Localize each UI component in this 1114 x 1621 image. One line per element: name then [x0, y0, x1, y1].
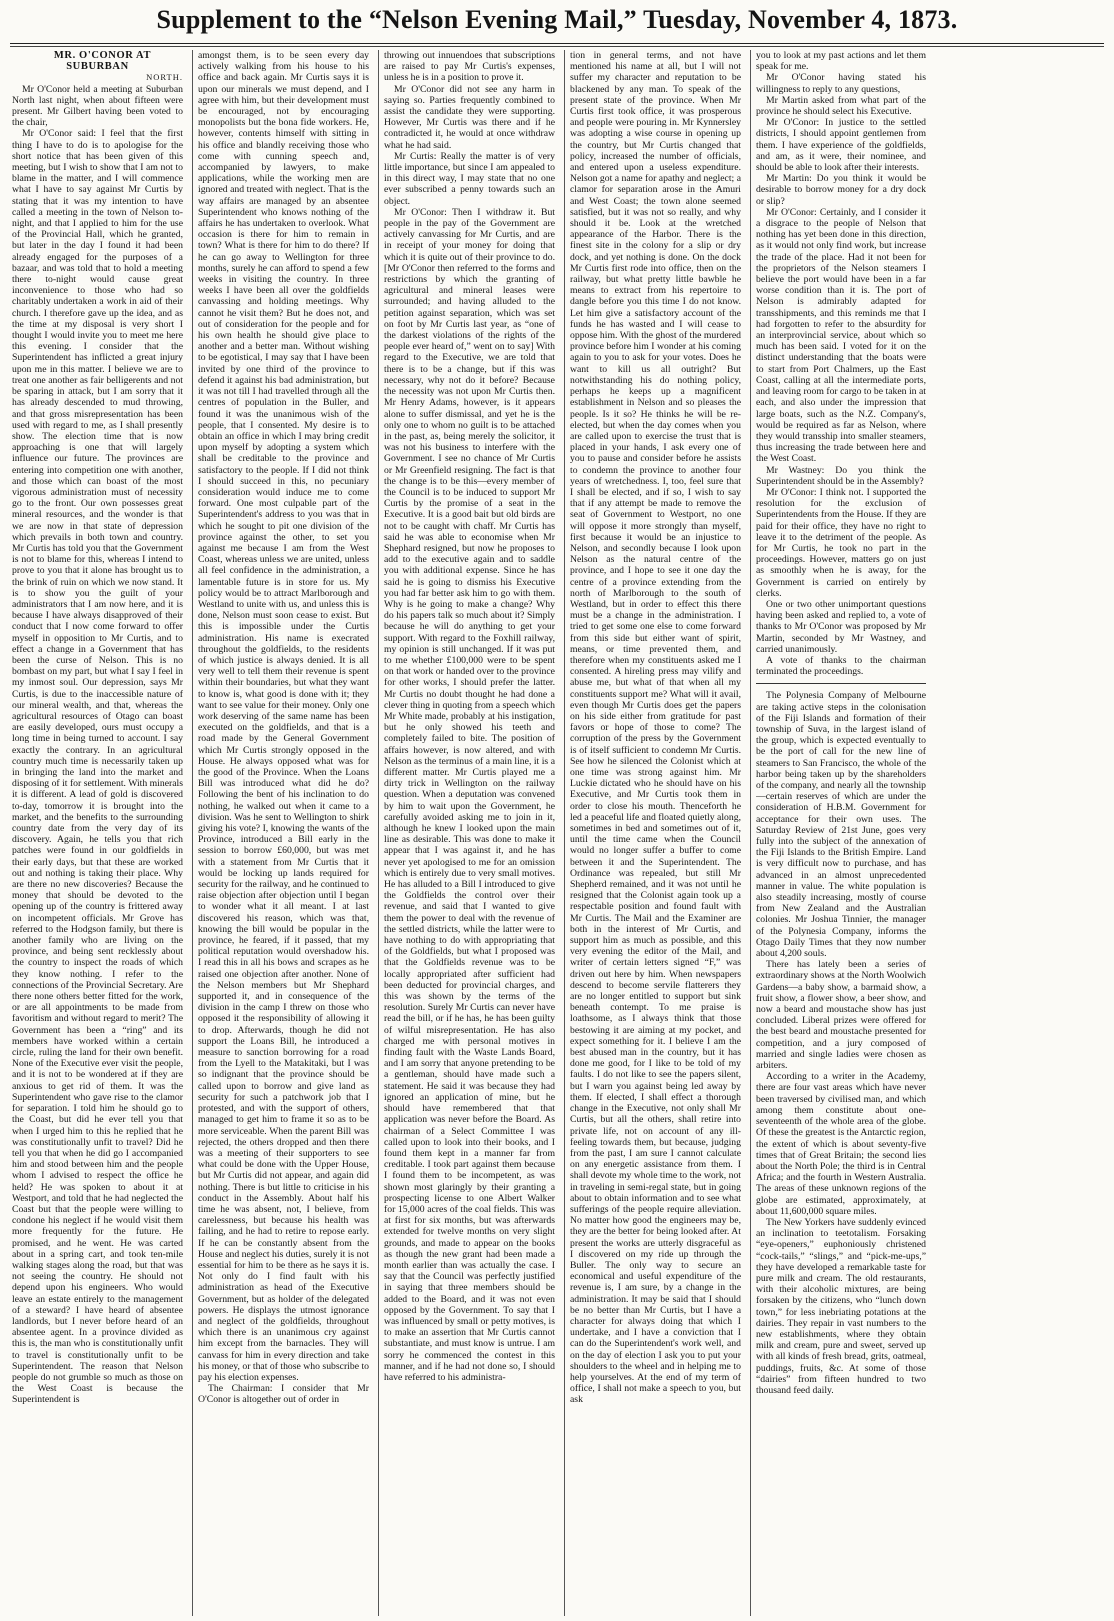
- paragraph: One or two other unimportant questions having been asked and replied to, a vote of thanks to Mr O'Conor was proposed by Mr Martin, seconded by Mr Wastney, and carried unanimously.: [756, 598, 926, 655]
- column-5-news-items: [756, 690, 926, 1396]
- column-1: [12, 50, 183, 1616]
- paragraph: Mr O'Conor did not see any harm in saying so. Parties frequently combined to assist the candidate they were supporting. However, Mr Curtis was there and if he contradicted it, he would at once withdraw what he had said.: [384, 83, 555, 151]
- article-separator-rule: [756, 683, 926, 684]
- paragraph: Mr Curtis: Really the matter is of very little importance, but since I am appealed to in this direct way, I may state that no one ever subscribed a penny towards such an object.: [384, 150, 555, 207]
- paragraph: Mr O'Conor: Then I withdraw it. But people in the pay of the Government are actively canvassing for Mr Curtis, and are in receipt of your money for doing that which it is quite out of their province to do. [Mr O'Conor then referred to the forms and restrictions by which the granting of agricultural and mineral leases were surrounded; and having alluded to the petition against separation, which was set on foot by Mr Curtis last year, as “one of the darkest violations of the rights of the people ever heard of,” went on to say] With regard to the Executive, we are told that there is to be a change, but if this was necessary, why not do it before? Because the necessity was not upon Mr Curtis then. Mr Henry Adams, however, is it appears alone to suffer dismissal, and yet he is the only one to whom no guilt is to be attached in the past, as, being merely the solicitor, it was not his business to interfere with the Government. I see no chance of Mr Curtis or Mr Greenfield resigning. The fact is that the change is to be this—every member of the Council is to be induced to support Mr Curtis by the promise of a seat in the Executive. It is a good bait but old birds are not to be caught with chaff. Mr Curtis has said he was able to economise when Mr Shephard resigned, but now he proposes to add to the executive again and to saddle you with additional expense. Since he has said he is going to dismiss his Executive you had far better ask him to go with them. Why is he going to make a change? Why do his papers talk so much about it? Simply because he will do anything to get your support. With regard to the Foxhill railway, my opinion is still unchanged. If it was put to me whether £100,000 were to be spent on that work or handed over to the province for other works, I should prefer the latter. Mr Curtis no doubt thought he had done a clever thing in quoting from a speech which Mr White made, probably at his instigation, but he only showed his teeth and completely failed to bite. The position of affairs however, is now altered, and with Nelson as the terminus of a main line, it is a different matter. Mr Curtis played me a dirty trick in Wellington on the railway question. When a deputation was convened by him to wait upon the Government, he carefully avoided asking me to join in it, although he knew I looked upon the main line as desirable. This was done to make it appear that I was against it, and he has never yet apologised to me for an omission which is entirely due to very small motives. He has alluded to a Bill I introduced to give the Goldfields the control over their revenue, and said that I wanted to give them the power to deal with the revenue of the settled districts, while the latter were to have nothing to do with appropriating that of the Goldfields, but what I proposed was that the Goldfields revenue was to be locally appropriated after sufficient had been deducted for provincial charges, and this was shown by the terms of the resolution. Surely Mr Curtis can never have read the bill, or if he has, he has been guilty of wilful misrepresentation. He has also charged me with personal motives in finding fault with the Waste Lands Board, and I am sorry that anyone pretending to be a gentleman, should have made such a statement. He said it was because they had ignored an application of mine, but he should have remembered that that application was never before the Board. As chairman of a Select Committee I was called upon to look into their books, and I found them kept in a manner far from creditable. I took part against them because I found them to be incompetent, as was shown most glaringly by their granting a prospecting license to one Albert Walker for 15,000 acres of the coal fields. This was at first for six months, but was afterwards extended for twelve months on very slight grounds, and made to appear on the books as though the new grant had been made a month earlier than was actually the case. I say that the Council was perfectly justified in saying that three members should be added to the Board, and it was not even opposed by the Government. To say that I was influenced by small or petty motives, is to make an assertion that Mr Curtis cannot substantiate, and must know is untrue. I am sorry he commenced the contest in this manner, and if he had not done so, I should have referred to his administra-: [384, 206, 555, 1383]
- masthead-rule: [10, 43, 1104, 44]
- paragraph: Mr O'Conor: Certainly, and I consider it a disgrace to the people of Nelson that nothing has yet been done in this direction, as it would not only find work, but increase the trade of the place. Had it not been for the proprietors of the Nelson steamers I believe the port would have been in a far worse condition than it is. The port of Nelson is admirably adapted for transshipments, and this reminds me that I had forgotten to refer to the absurdity for an interprovincial service, about which so much has been said. I voted for it on the distinct understanding that the boats were to start from Port Chalmers, up the East Coast, calling at all the intermediate ports, and leaving room for cargo to be taken in at each, and also under the impression that large boats, such as the N.Z. Company's, would be required as far as Nelson, where they would transship into smaller steamers, thus increasing the trade between here and the West Coast.: [756, 206, 926, 465]
- article-headline: MR. O'CONOR AT SUBURBAN: [53, 50, 152, 73]
- news-item: There has lately been a series of extraordinary shows at the North Woolwich Gardens—a baby show, a barmaid show, a fruit show, a flower show, a beer show, and now a beard and moustache show has just concluded. Liberal prizes were offered for the best beard and moustache presented for competition, and a jury composed of married and single ladies were chosen as arbiters.: [756, 959, 926, 1072]
- article-subhead: NORTH.: [146, 72, 183, 83]
- paragraph: Mr Wastney: Do you think the Superintendent should be in the Assembly?: [756, 464, 926, 487]
- column-divider: [564, 50, 565, 1616]
- column-4-text: [570, 50, 741, 1406]
- column-divider: [192, 50, 193, 1616]
- column-2-text: [198, 50, 369, 1406]
- column-divider: [378, 50, 379, 1616]
- news-item: The New Yorkers have suddenly evinced an inclination to teetotalism. Forsaking “eye-openers,” euphoniously christened “cock-tails,” “slings,” and “pick-me-ups,” they have developed a remarkable taste for pure milk and cream. The old restaurants, with their alcoholic mixtures, are being forsaken by the citizens, who “lunch down town,” for less inebriating potations at the dairies. They repair in vast numbers to the new establishments, where they obtain milk and cream, pure and sweet, served up with all kinds of fresh bread, grits, oatmeal, puddings, fruits, &c. At some of those “dairies” from fifteen hundred to two thousand feed daily.: [756, 1216, 926, 1396]
- column-3: [384, 50, 555, 1616]
- paragraph: The Chairman: I consider that Mr O'Conor is altogether out of order in: [198, 1383, 369, 1406]
- column-2: [198, 50, 369, 1616]
- column-3-text: [384, 50, 555, 1383]
- paragraph: you to look at my past actions and let them speak for me.: [756, 50, 926, 73]
- news-item: The Polynesia Company of Melbourne are taking active steps in the colonisation of the Fiji Islands and formation of their township of Suva, in the largest island of the group, which is expected eventually to be the port of call for the new line of steamers to San Francisco, the whole of the harbor being taken up by the shareholders of the company, and nearly all the township—certain reserves of which are under the consideration of H.B.M. Government for acceptance for their own uses. The Saturday Review of 21st June, goes very fully into the subject of the annexation of the Fiji Islands to the British Empire. Land is very difficult now to purchase, and has advanced in an almost unprecedented manner in value. The white population is also steadily increasing, mostly of course from New Zealand and the Australian colonies. Mr Joshua Tinnier, the manager of the Polynesia Company, informs the Otago Daily Times that they now number about 4,200 souls.: [756, 690, 926, 960]
- paragraph: Mr O'Conor said: I feel that the first thing I have to do is to apologise for the short notice that has been given of this meeting, but I wish to show that I am not to blame in the matter, and I will commence what I have to say against Mr Curtis by stating that it was my intention to have called a meeting in the town of Nelson to-night, and that I applied to him for the use of the Provincial Hall, which he granted, but later in the day I found it had been already engaged for the purposes of a bazaar, and was told that to hold a meeting there to-night would cause great inconvenience to those who had so charitably undertaken a work in aid of their church. I therefore gave up the idea, and as the time at my disposal is very short I thought I would invite you to meet me here this evening. I consider that the Superintendent has inflicted a great injury upon me in this matter. I believe we are to treat one another as fair belligerents and not be sparing in attack, but I am sorry that it has already descended to mud throwing, and that gross misrepresentation has been used with regard to me, as I shall presently show. The election time that is now approaching is one that will largely influence our future. The provinces are entering into competition one with another, and those which can boast of the most vigorous administration must of necessity go to the front. Our own possesses great mineral resources, and the wonder is that we are now in that state of depression which prevails in both town and country. Mr Curtis has told you that the Government is not to blame for this, whereas I intend to prove to you that it alone has brought us to the brink of ruin on which we now stand. It is to show you the guilt of your administrators that I am now here, and it is because I have always disapproved of their conduct that I now come forward to offer myself in opposition to Mr Curtis, and to effect a change in a Government that has been the curse of Nelson. This is no bombast on my part, but what I say I feel in my inmost soul. Our depression, says Mr Curtis, is due to the inaccessible nature of our mineral wealth, and that, whereas the agricultural resources of Otago can boast are easily developed, ours must occupy a long time in being turned to account. I say exactly the contrary. In an agricultural country much time is necessarily taken up in bringing the land into the market and disposing of it for settlement. With minerals it is different. A lead of gold is discovered to-day, tomorrow it is brought into the market, and the benefits to the surrounding country date from the very day of its discovery. Again, he tells you that rich patches were found in our goldfields in their early days, but that these are worked out and nothing is taking their place. Why are there no new discoveries? Because the money that should be devoted to the opening up of the country is frittered away on incompetent officials. Mr Grove has referred to the Hodgson family, but there is another family who are living on the province, and being sent recklessly about the country to inspect the roads of which they know nothing. I refer to the connections of the Provincial Secretary. Are there none others better fitted for the work, or are all appointments to be made from favoritism and without regard to merit? The Government has been a “ring” and its members have worked within a certain circle, ruling the land for their own benefit. None of the Executive ever visit the people, and it is not to be wondered at if they are anxious to get rid of them. It was the Superintendent who gave rise to the clamor for separation. I told him he should go to the Coast, but did he ever tell you that when I urged him to this he replied that he was constitutionally unfit to travel? Did he tell you that when he did go I accompanied him and stood between him and the people whom I advised to respect the office he held? He was spoken to about it at Westport, and told that he had neglected the Coast but that the people were willing to condone his neglect if he would visit them more frequently for the future. He promised, and he went. He was carted about in a spring cart, and took ten-mile walking stages along the road, but that was not seeing the country. He should not depend upon his engineers. Who would leave an estate entirely to the management of a steward? I have heard of absentee landlords, but I never before heard of an absentee agent. In a province divided as this is, the man who is constitutionally unfit to travel is constitutionally unfit to be Superintendent. The reason that Nelson people do not grumble so much as those on the West Coast is because the Superintendent is: [12, 128, 183, 1406]
- paragraph: amongst them, is to be seen every day actively walking from his house to his office and back again. Mr Curtis says it is upon our minerals we must depend, and I agree with him, but their development must be encouraged, not by encouraging monopolists but the bona fide workers. He, however, contents himself with sitting in his office and blandly receiving those who come with cunning speech and, accompanied by lawyers, to make applications, while the working men are ignored and treated with neglect. That is the way affairs are managed by an absentee Superintendent who knows nothing of the affairs he has undertaken to overlook. What occasion is there for him to remain in town? What is there for him to do there? If he can go away to Wellington for three months, surely he can afford to spend a few weeks in visiting the country. In three weeks I have been all over the goldfields canvassing and holding meetings. Why cannot he visit them? But he does not, and out of consideration for the people and for his own health he should give place to another and a better man. Without wishing to be egotistical, I may say that I have been invited by one third of the province to defend it against his bad administration, but it was not till I had travelled through all the centres of population in the Buller, and found it was the unanimous wish of the people, that I consented. My desire is to obtain an office in which I may bring credit upon myself by adopting a system which shall be creditable to the province and satisfactory to the people. If I did not think I should succeed in this, no pecuniary consideration would induce me to come forward. One most culpable part of the Superintendent's address to you was that in which he sought to pit one division of the province against the other, to set you against me because I am from the West Coast, whereas unless we are united, unless all feel confidence in the administration, a lamentable future is in store for us. My policy would be to attract Marlborough and Westland to unite with us, and unless this is done, Nelson must soon cease to exist. But this is impossible under the Curtis administration. His name is execrated throughout the goldfields, to the residents of which justice is always denied. It is all very well to tell them their revenue is spent within their boundaries, but what they want to know is, what good is done with it; they want to see value for their money. Only one work deserving of the same name has been executed on the goldfields, and that is a road made by the General Government which Mr Curtis strongly opposed in the House. He always opposed what was for the good of the Province. When the Loans Bill was introduced what did he do? Following the bent of his inclination to do nothing, he walked out when it came to a division. Was he sent to Wellington to shirk giving his vote? I, knowing the wants of the Province, introduced a Bill early in the session to borrow £60,000, but was met with a statement from Mr Curtis that it would be locking up lands required for security for the railway, and he continued to raise objection after objection until I began to wonder what it all meant. I at last discovered his reason, which was that, knowing the bill would be popular in the province, he feared, if it passed, that my political reputation would overshadow his. I read this in all his bows and scrapes as he raised one objection after another. None of the Nelson members but Mr Shephard supported it, and in consequence of the division in the camp I threw on those who opposed it the responsibility of allowing it to drop. Afterwards, though he did not support the Loans Bill, he introduced a measure to sanction borrowing for a road from the Lyell to the Matakitaki, but I was so indignant that the province should be called upon to borrow and give land as security for such a patchwork job that I protested, and with the support of others, managed to get him to frame it so as to be more serviceable. When the parent Bill was rejected, the others dropped and then there was a meeting of their supporters to see what could be done with the Upper House, but Mr Curtis did not appear, and again did nothing. There is but little to criticise in his conduct in the Assembly. About half his time he was absent, not, I believe, from carelessness, but because his health was failing, and he had to retire to repose early. If he can be constantly absent from the House and neglect his duties, surely it is not essential for him to be there as he says it is. Not only do I find fault with his administration as head of the Executive Government, but as holder of the delegated powers. He displays the utmost ignorance and neglect of the goldfields, throughout which there is an unanimous cry against him except from the barnacles. They will canvass for him in every direction and take his money, or that of those who subscribe to pay his election expenses.: [198, 50, 369, 1383]
- paragraph: Mr O'Conor held a meeting at Suburban North last night, when about fifteen were present. Mr Gilbert having been voted to the chair,: [12, 83, 183, 129]
- paragraph: Mr O'Conor: I think not. I supported the resolution for the exclusion of Superintendents from the House. If they are paid for their office, they have no right to leave it to the detriment of the people. As for Mr Curtis, he took no part in the proceedings. However, matters go on just as smoothly when he is away, for the Government is carried on entirely by clerks.: [756, 486, 926, 599]
- paragraph: throwing out innuendoes that subscriptions are raised to pay Mr Curtis's expenses, unless he is in a position to prove it.: [384, 50, 555, 84]
- paragraph: Mr O'Conor having stated his willingness to reply to any questions,: [756, 72, 926, 95]
- news-item: According to a writer in the Academy, there are four vast areas which have never been traversed by civilised man, and which among them constitute about one-seventeenth of the whole area of the globe. Of these the greatest is the Antarctic region, the extent of which is about seventy-five times that of Great Britain; the second lies about the North Pole; the third is in Central Africa; and the fourth in Western Australia. The areas of these unknown regions of the globe are estimated, approximately, at about 11,600,000 square miles.: [756, 1071, 926, 1217]
- masthead-title: Supplement to the “Nelson Evening Mail,” Tuesday, November 4, 1873.: [156, 5, 958, 34]
- column-4: [570, 50, 741, 1616]
- paragraph: tion in general terms, and not have mentioned his name at all, but I will not suffer my character and reputation to be blackened by any man. To speak of the present state of the province. When Mr Curtis first took office, it was prosperous and people were pouring in. Mr Kynnersley was adopting a wise course in opening up the country, but Mr Curtis changed that policy, increased the number of officials, and entered upon a useless expenditure. Nelson got a name for apathy and neglect; a clamor for separation arose in the Amuri and West Coast; the town alone seemed satisfied, but it was not so really, and why should it be. Look at the wretched appearance of the Harbor. There is the finest site in the colony for a slip or dry dock, and yet nothing is done. On the dock Mr Curtis first rode into office, then on the railway, but what pretty little bawble he means to extract from his repertoire to dangle before you this time I do not know. Let him give a satisfactory account of the funds he has wasted and I will cease to oppose him. With the ghost of the murdered province before him I wonder at his coming again to you to ask for your votes. Does he want to kill us all outright? But notwithstanding his do nothing policy, perhaps he keeps up a magnificent establishment in Nelson and so pleases the people. Is it so? He thinks he will be re-elected, but when the day comes when you are called upon to exercise the trust that is placed in your hands, I ask every one of you to pause and consider before he assists to condemn the province to another four years of wretchedness. I, too, feel sure that I shall be elected, and if so, I wish to say that if any attempt be made to remove the seat of Government to Westport, no one will oppose it more strongly than myself, first because it would be an injustice to Nelson, and secondly because I look upon Nelson as the natural centre of the province, and I hope to see it one day the centre of a province extending from the north of Marlborough to the south of Westland, but in order to effect this there must be a change in the administration. I tried to get some one else to come forward from this side but either want of spirit, means, or time prevented them, and therefore when my constituents asked me I consented. A hireling press may vilify and abuse me, but what of that when all my constituents support me? What will it avail, even though Mr Curtis does get the papers on his side either from gratitude for past favors or hope of those to come? The corruption of the press by the Government is of itself sufficient to condemn Mr Curtis. See how he silenced the Colonist which at one time was strong against him. Mr Luckie dictated who he should have on his Executive, and Mr Curtis took them in order to close his mouth. Thenceforth he led a peaceful life and floated quietly along, sometimes in bed and sometimes out of it, until the time came when the Council would no longer suffer a buffer to come between it and the Superintendent. The Ordinance was repealed, but still Mr Shepherd remained, and it was not until he resigned that the Colonist again took up a respectable position and found fault with Mr Curtis. The Mail and the Examiner are both in the interest of Mr Curtis, and support him as much as possible, and this very evening the editor of the Mail, and writer of certain letters signed “F,” was driven out here by him. When newspapers descend to become servile flatterers they are no longer entitled to support but sink beneath contempt. To me praise is loathsome, as I always think that those bestowing it are aiming at my pocket, and expect something for it. I believe I am the best abused man in the country, but it has done me good, for I like to be told of my faults. I do not like to see the papers silent, but I warn you against being led away by them. If elected, I shall effect a thorough change in the Executive, not only shall Mr Curtis, but all the others, shall retire into private life, not on account of any ill-feeling towards them, but because, judging from the past, I am sure I cannot calculate on any energetic assistance from them. I shall devote my whole time to the work, not in traveling in semi-regal state, but in going about to obtain information and to see what sufferings of the people require alleviation. No matter how good the engineers may be, they are the better for being looked after. At present the works are utterly disgraceful as I discovered on my ride up through the Buller. The only way to secure an economical and useful expenditure of the revenue is, I am sure, by a change in the administration. It may be said that I should be no better than Mr Curtis, but I have a character for always doing that which I undertake, and I have a conviction that I can do the Superintendent's work well, and on the day of election I ask you to put your shoulders to the wheel and in helping me to help yourselves. At the end of my term of office, I shall not make a speech to you, but ask: [570, 50, 741, 1406]
- paragraph: Mr Martin asked from what part of the province he should select his Executive.: [756, 94, 926, 118]
- columns-container: [12, 50, 1102, 1616]
- column-5: [756, 50, 926, 1616]
- paragraph: Mr O'Conor: In justice to the settled districts, I should appoint gentlemen from them. I have experience of the goldfields, and am, as it were, their nominee, and should be able to look after their interests.: [756, 117, 926, 174]
- paragraph: A vote of thanks to the chairman terminated the proceedings.: [756, 654, 926, 678]
- column-1-text: [12, 84, 183, 1406]
- column-divider: [750, 50, 751, 1616]
- paragraph: Mr Martin: Do you think it would be desirable to borrow money for a dry dock or slip?: [756, 173, 926, 207]
- masthead-rule-thin: [10, 46, 1104, 47]
- column-5-text: [756, 50, 926, 677]
